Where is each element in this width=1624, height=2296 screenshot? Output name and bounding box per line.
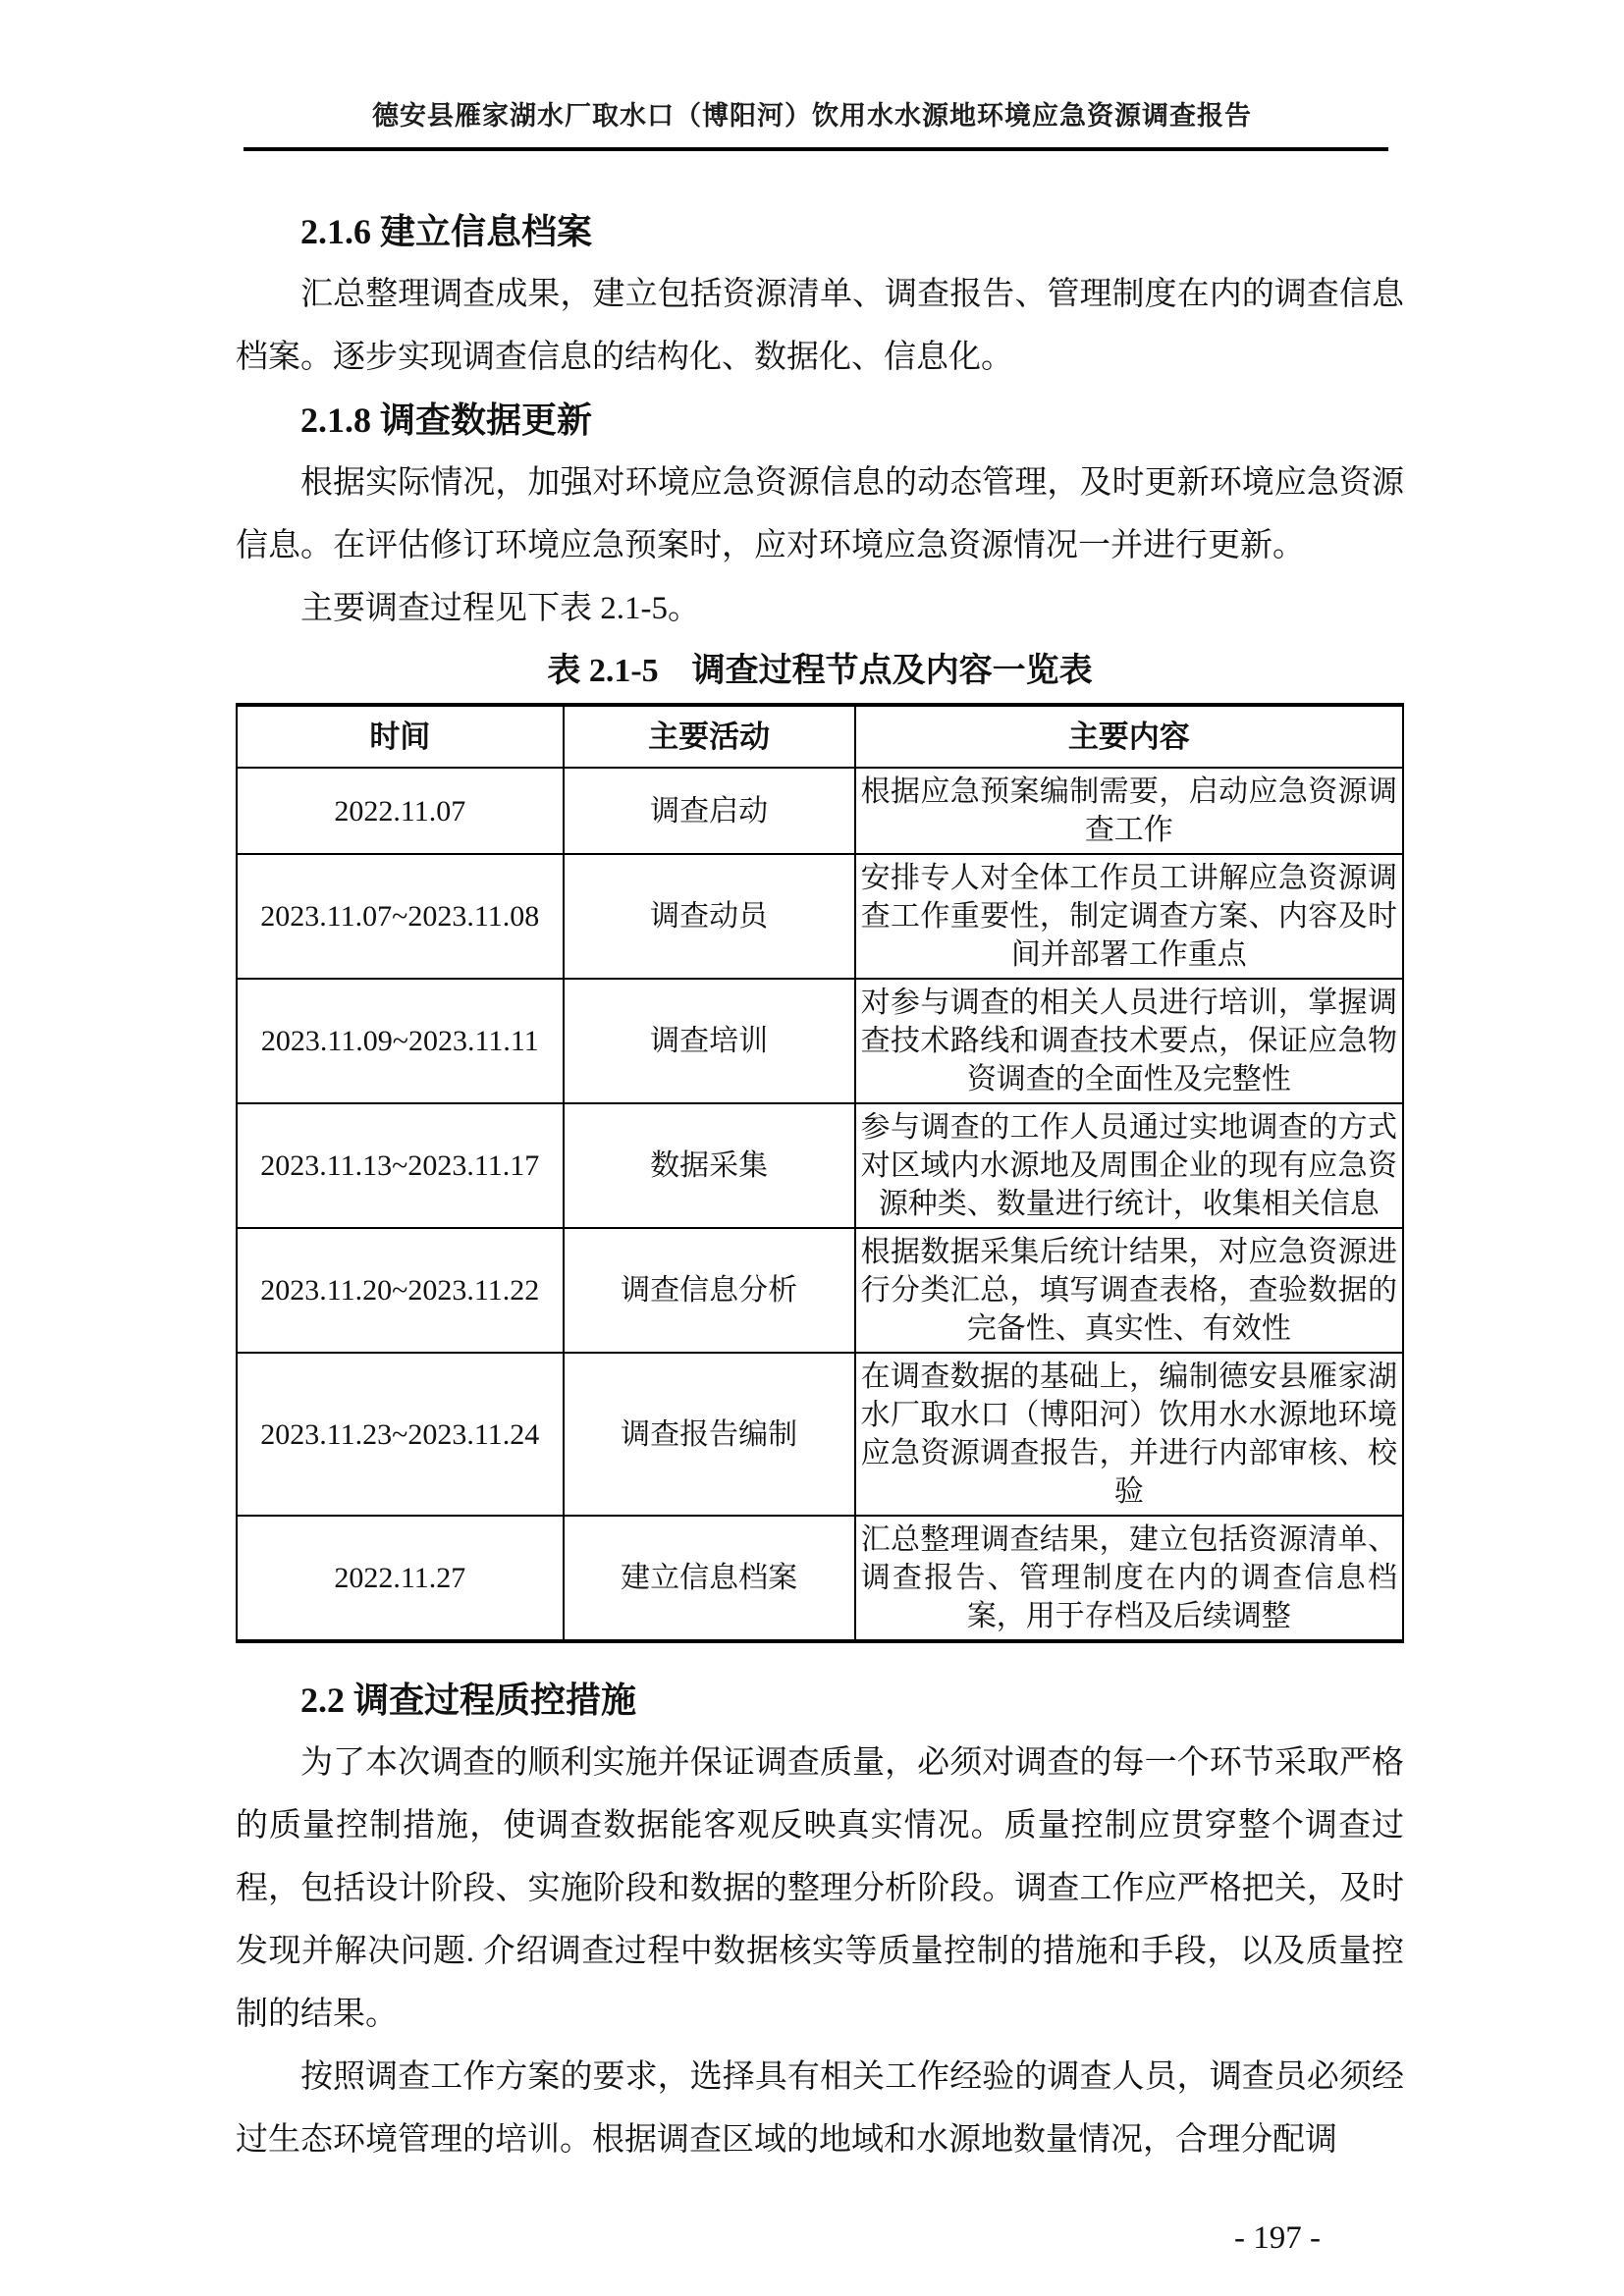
- cell-activity: 调查培训: [564, 979, 855, 1103]
- table-row: [237, 1228, 1403, 1353]
- header-title: 德安县雁家湖水厂取水口（博阳河）饮用水水源地环境应急资源调查报告: [372, 101, 1252, 131]
- column-header-activity: 主要活动: [564, 705, 855, 768]
- page-header: [0, 0, 1624, 151]
- column-header-content: 主要内容: [855, 705, 1403, 768]
- table-row: [237, 1516, 1403, 1641]
- cell-content: 参与调查的工作人员通过实地调查的方式对区域内水源地及周围企业的现有应急资源种类、数量进行统计，收集相关信息: [855, 1103, 1403, 1228]
- cell-content: 根据应急预案编制需要，启动应急资源调查工作: [855, 768, 1403, 854]
- cell-activity: 调查动员: [564, 854, 855, 979]
- cell-time: 2023.11.07~2023.11.08: [237, 854, 564, 979]
- process-table: [236, 703, 1404, 1643]
- heading-2-1-8: 2.1.8 调查数据更新: [300, 400, 593, 440]
- cell-activity: 调查启动: [564, 768, 855, 854]
- paragraph-2-1-8-a: 根据实际情况，加强对环境应急资源信息的动态管理，及时更新环境应急资源信息。在评估修订环境应急预案时，应对环境应急资源情况一并进行更新。: [236, 465, 1404, 563]
- cell-activity: 数据采集: [564, 1103, 855, 1228]
- paragraph-2-1-6: 汇总整理调查成果，建立包括资源清单、调查报告、管理制度在内的调查信息档案。逐步实现调查信息的结构化、数据化、信息化。: [236, 277, 1404, 375]
- cell-activity: 建立信息档案: [564, 1516, 855, 1641]
- cell-time: 2023.11.23~2023.11.24: [237, 1353, 564, 1516]
- heading-2-2: 2.2 调查过程质控措施: [300, 1681, 637, 1720]
- table-row: [237, 768, 1403, 854]
- cell-content: 安排专人对全体工作员工讲解应急资源调查工作重要性，制定调查方案、内容及时间并部署工作重点: [855, 854, 1403, 979]
- cell-content: 在调查数据的基础上，编制德安县雁家湖水厂取水口（博阳河）饮用水水源地环境应急资源调查报告，并进行内部审核、校验: [855, 1353, 1403, 1516]
- table-caption: 表 2.1-5 调查过程节点及内容一览表: [547, 653, 1093, 689]
- page-number: - 197 -: [1234, 2220, 1321, 2256]
- cell-activity: 调查信息分析: [564, 1228, 855, 1353]
- cell-activity: 调查报告编制: [564, 1353, 855, 1516]
- cell-time: 2022.11.07: [237, 768, 564, 854]
- cell-content: 汇总整理调查结果，建立包括资源清单、调查报告、管理制度在内的调查信息档案，用于存档及后续调整: [855, 1516, 1403, 1641]
- document-body: [236, 200, 1404, 2260]
- table-row: [237, 1103, 1403, 1228]
- column-header-time: 时间: [237, 705, 564, 768]
- table-row: [237, 854, 1403, 979]
- cell-time: 2023.11.09~2023.11.11: [237, 979, 564, 1103]
- cell-content: 对参与调查的相关人员进行培训，掌握调查技术路线和调查技术要点，保证应急物资调查的全面性及完整性: [855, 979, 1403, 1103]
- cell-time: 2023.11.20~2023.11.22: [237, 1228, 564, 1353]
- cell-time: 2022.11.27: [237, 1516, 564, 1641]
- table-row: [237, 979, 1403, 1103]
- cell-content: 根据数据采集后统计结果，对应急资源进行分类汇总，填写调查表格，查验数据的完备性、真实性、有效性: [855, 1228, 1403, 1353]
- cell-time: 2023.11.13~2023.11.17: [237, 1103, 564, 1228]
- paragraph-2-2-a: 为了本次调查的顺利实施并保证调查质量，必须对调查的每一个环节采取严格的质量控制措施，使调查数据能客观反映真实情况。质量控制应贯穿整个调查过程，包括设计阶段、实施阶段和数据的整理分析阶段。调查工作应严格把关，及时发现并解决问题. 介绍调查过程中数据核实等质量控制的措施和手段，以及质量控制的结果。: [236, 1745, 1404, 2032]
- table-header-row: [237, 705, 1403, 768]
- paragraph-2-2-b: 按照调查工作方案的要求，选择具有相关工作经验的调查人员，调查员必须经过生态环境管理的培训。根据调查区域的地域和水源地数量情况，合理分配调: [236, 2059, 1404, 2158]
- table-row: [237, 1353, 1403, 1516]
- header-rule: [244, 147, 1388, 151]
- paragraph-table-leadin: 主要调查过程见下表 2.1-5。: [300, 591, 700, 626]
- heading-2-1-6: 2.1.6 建立信息档案: [300, 212, 593, 251]
